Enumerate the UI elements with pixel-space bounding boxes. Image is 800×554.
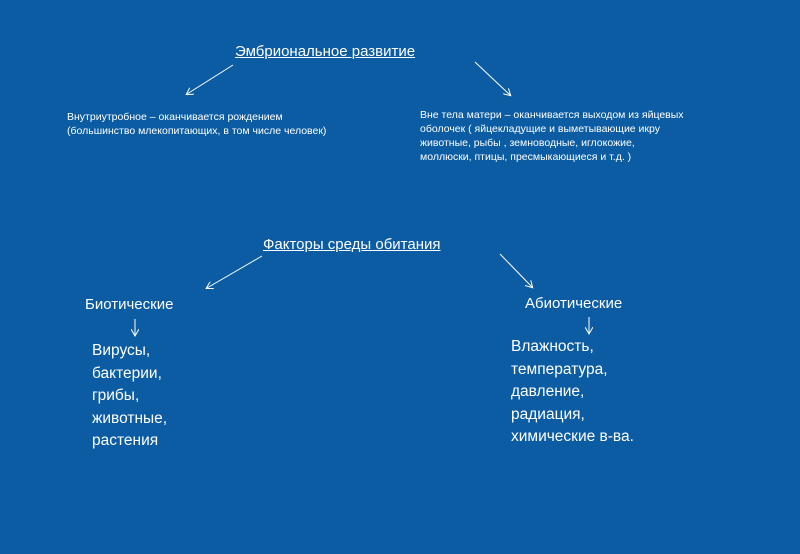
embryonic-right-text: Вне тела матери – оканчивается выходом из яйцевых оболочек ( яйцекладущие и выметывающие икру животные, рыбы , земноводные, иглокожие, моллюски, птицы, пресмыкающиеся и т.д. ) <box>420 109 684 163</box>
arrow-factors-right <box>500 254 532 287</box>
biotic-label: Биотические <box>85 296 174 313</box>
abiotic-item: давление, <box>511 383 585 400</box>
abiotic-list <box>511 336 634 449</box>
biotic-item: бактерии, <box>92 364 162 382</box>
biotic-item: животные, <box>92 409 168 427</box>
biotic-list <box>92 340 167 453</box>
biotic-item: растения <box>92 432 159 449</box>
abiotic-item: Влажность, <box>511 338 594 355</box>
abiotic-item: радиация, <box>511 405 585 423</box>
abiotic-item: химические в-ва. <box>511 428 634 445</box>
embryonic-title: Эмбриональное развитие <box>235 43 416 60</box>
abiotic-label: Абиотические <box>525 295 623 312</box>
arrow-embryo-left <box>187 65 233 94</box>
biotic-item: грибы, <box>92 387 140 404</box>
arrow-factors-left <box>207 256 262 288</box>
abiotic-item: температура, <box>511 360 608 378</box>
arrow-embryo-right <box>475 62 510 95</box>
biotic-item: Вирусы, <box>92 342 151 359</box>
factors-title: Факторы среды обитания <box>263 236 441 253</box>
embryonic-left-text: Внутриутробное – оканчивается рождением (большинство млекопитающих, в том числе человек) <box>67 111 327 137</box>
